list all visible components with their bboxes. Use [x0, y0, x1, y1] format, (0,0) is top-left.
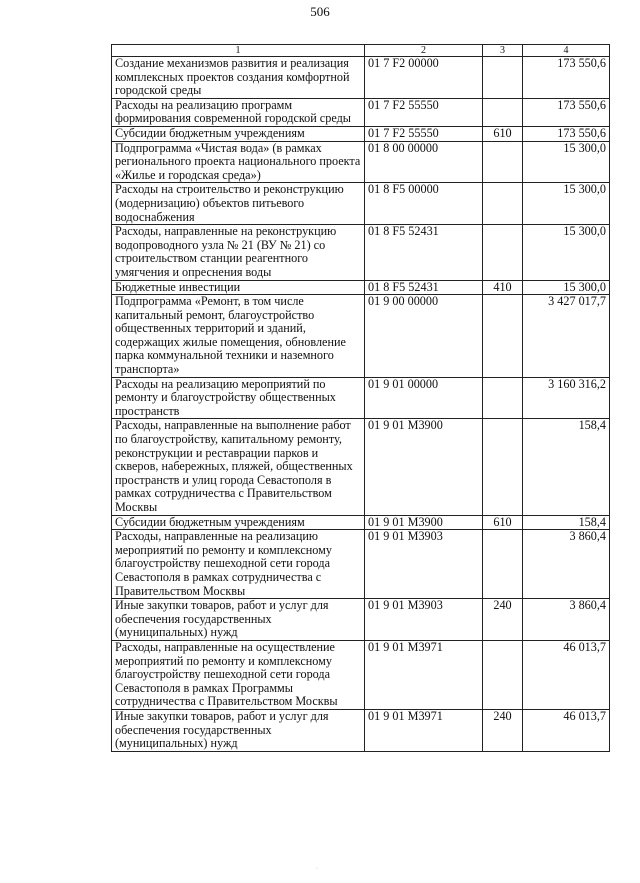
row-name-cell: Субсидии бюджетным учреждениям [112, 515, 365, 530]
row-type-cell [483, 530, 523, 599]
row-amount-cell: 158,4 [523, 419, 610, 515]
row-type-cell [483, 141, 523, 183]
row-code-cell: 01 9 01 M3971 [365, 709, 483, 751]
row-name-cell: Субсидии бюджетным учреждениям [112, 126, 365, 141]
row-type-cell [483, 377, 523, 419]
row-name-cell: Расходы, направленные на осуществление мероприятий по ремонту и комплексному благоустройству пешеходной сети города Севастополя в рамках Программы сотрудничества с Правительством Москвы [112, 640, 365, 709]
row-code-cell: 01 8 F5 52431 [365, 280, 483, 295]
row-amount-cell: 15 300,0 [523, 280, 610, 295]
row-amount-cell: 158,4 [523, 515, 610, 530]
table-row [112, 709, 610, 751]
budget-table [111, 44, 610, 752]
page-number: 506 [310, 4, 330, 19]
row-name-cell: Бюджетные инвестиции [112, 280, 365, 295]
table-row [112, 141, 610, 183]
row-name-cell: Расходы, направленные на реконструкцию водопроводного узла № 21 (ВУ № 21) со строительством станции реагентного умягчения и опреснения воды [112, 225, 365, 280]
row-name-cell: Расходы на реализацию мероприятий по ремонту и благоустройству общественных пространств [112, 377, 365, 419]
table-row [112, 377, 610, 419]
table-row [112, 599, 610, 641]
table-row [112, 98, 610, 126]
table-row [112, 419, 610, 515]
row-name-cell: Подпрограмма «Чистая вода» (в рамках регионального проекта национального проекта «Жилье и городская среда») [112, 141, 365, 183]
row-amount-cell: 173 550,6 [523, 98, 610, 126]
row-type-cell [483, 183, 523, 225]
row-code-cell: 01 8 F5 52431 [365, 225, 483, 280]
row-type-cell: 410 [483, 280, 523, 295]
row-amount-cell: 3 860,4 [523, 599, 610, 641]
column-header-2: 2 [365, 45, 483, 57]
row-amount-cell: 3 860,4 [523, 530, 610, 599]
row-type-cell [483, 57, 523, 99]
row-name-cell: Расходы на строительство и реконструкцию (модернизацию) объектов питьевого водоснабжения [112, 183, 365, 225]
row-amount-cell: 15 300,0 [523, 141, 610, 183]
table-row [112, 280, 610, 295]
row-type-cell [483, 640, 523, 709]
row-type-cell: 610 [483, 126, 523, 141]
table-row [112, 295, 610, 378]
row-name-cell: Расходы, направленные на реализацию мероприятий по ремонту и комплексному благоустройству пешеходной сети города Севастополя в рамках сотрудничества с Правительством Москвы [112, 530, 365, 599]
row-type-cell: 240 [483, 709, 523, 751]
table-row [112, 57, 610, 99]
row-type-cell [483, 419, 523, 515]
table-header-row [112, 45, 610, 57]
row-amount-cell: 3 160 316,2 [523, 377, 610, 419]
row-name-cell: Расходы на реализацию программ формирования современной городской среды [112, 98, 365, 126]
row-type-cell: 610 [483, 515, 523, 530]
row-amount-cell: 173 550,6 [523, 126, 610, 141]
row-name-cell: Создание механизмов развития и реализация комплексных проектов создания комфортной городской среды [112, 57, 365, 99]
column-header-3: 3 [483, 45, 523, 57]
row-code-cell: 01 9 00 00000 [365, 295, 483, 378]
table-row [112, 183, 610, 225]
row-type-cell: 240 [483, 599, 523, 641]
row-name-cell: Иные закупки товаров, работ и услуг для обеспечения государственных (муниципальных) нужд [112, 599, 365, 641]
row-type-cell [483, 98, 523, 126]
row-name-cell: Расходы, направленные на выполнение работ по благоустройству, капитальному ремонту, реконструкции и реставрации парков и скверов, набережных, пляжей, общественных пространств и улиц города Севастополя в рамках сотрудничества с Правительством Москвы [112, 419, 365, 515]
column-header-1: 1 [112, 45, 365, 57]
row-code-cell: 01 8 F5 00000 [365, 183, 483, 225]
table-row [112, 126, 610, 141]
row-type-cell [483, 295, 523, 378]
row-name-cell: Иные закупки товаров, работ и услуг для обеспечения государственных (муниципальных) нужд [112, 709, 365, 751]
row-code-cell: 01 9 01 M3903 [365, 599, 483, 641]
table-row [112, 530, 610, 599]
row-code-cell: 01 9 01 M3900 [365, 419, 483, 515]
row-code-cell: 01 9 01 M3903 [365, 530, 483, 599]
row-code-cell: 01 7 F2 55550 [365, 98, 483, 126]
scan-mark: · [316, 866, 318, 872]
row-code-cell: 01 9 01 00000 [365, 377, 483, 419]
row-code-cell: 01 8 00 00000 [365, 141, 483, 183]
row-amount-cell: 15 300,0 [523, 183, 610, 225]
row-amount-cell: 3 427 017,7 [523, 295, 610, 378]
table-row [112, 515, 610, 530]
row-amount-cell: 46 013,7 [523, 709, 610, 751]
table-row [112, 225, 610, 280]
row-name-cell: Подпрограмма «Ремонт, в том числе капитальный ремонт, благоустройство общественных территорий и зданий, содержащих жилые помещения, обновление парка коммунальной техники и наземного транспорта» [112, 295, 365, 378]
table-row [112, 640, 610, 709]
row-code-cell: 01 9 01 M3900 [365, 515, 483, 530]
column-header-4: 4 [523, 45, 610, 57]
row-amount-cell: 15 300,0 [523, 225, 610, 280]
row-type-cell [483, 225, 523, 280]
row-amount-cell: 46 013,7 [523, 640, 610, 709]
row-amount-cell: 173 550,6 [523, 57, 610, 99]
row-code-cell: 01 7 F2 00000 [365, 57, 483, 99]
row-code-cell: 01 7 F2 55550 [365, 126, 483, 141]
row-code-cell: 01 9 01 M3971 [365, 640, 483, 709]
